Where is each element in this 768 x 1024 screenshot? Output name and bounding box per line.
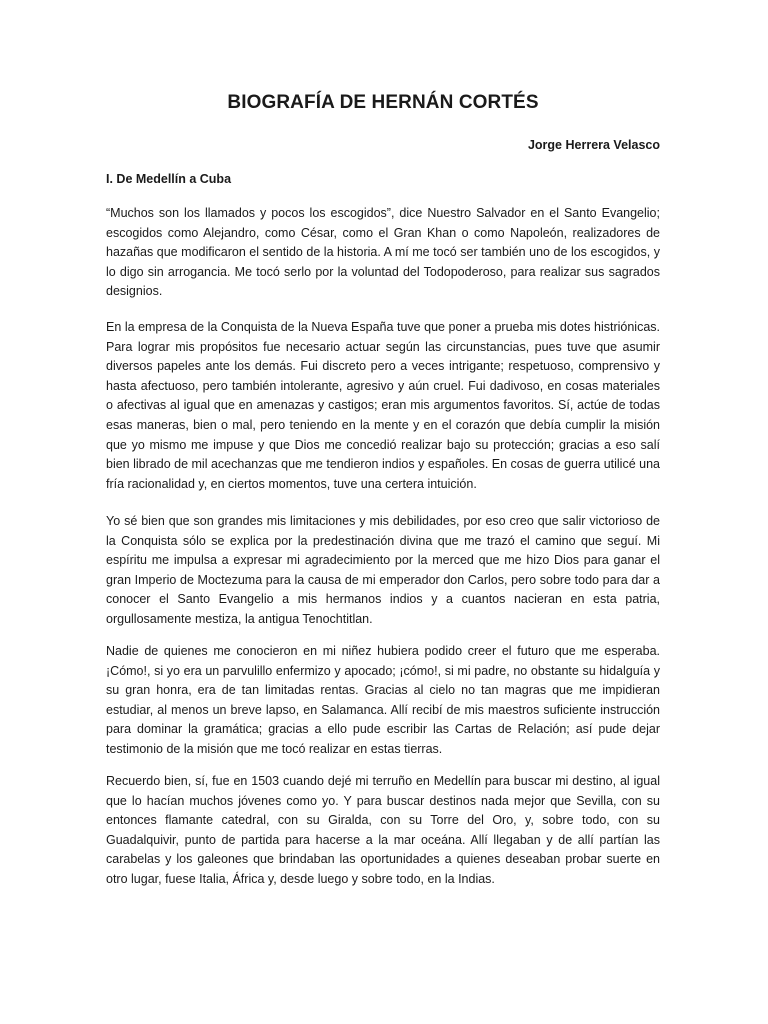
section-heading: I. De Medellín a Cuba xyxy=(106,172,232,186)
document-title: BIOGRAFÍA DE HERNÁN CORTÉS xyxy=(227,92,539,113)
paragraph-3: Yo sé bien que son grandes mis limitaciones y mis debilidades, por eso creo que salir victorioso de la Conquista sólo se explica por la predestinación divina que me trazó el camino que seguí. Mi espíritu me impulsa a expresar mi agradecimiento por la merced que me hizo Dios para ganar el gran Imperio de Moctezuma para la causa de mi emperador don Carlos, pero sobre todo para dar a conocer el Santo Evangelio a mis hermanos indios y a cuantos nacieran en esta patria, orgullosamente mestiza, la antigua Tenochtitlan. xyxy=(106,514,660,626)
paragraph-2: En la empresa de la Conquista de la Nueva España tuve que poner a prueba mis dotes histriónicas. Para lograr mis propósitos fue necesario actuar según las circunstancias, pues tuve que asumir diversos papeles ante los demás. Fui discreto pero a veces intrigante; respetuoso, comprensivo y hasta afectuoso, pero también intolerante, agresivo y aún cruel. Fui dadivoso, en cosas materiales o afectivas al igual que en amenazas y castigos; eran mis argumentos favoritos. Sí, actúe de todas esas maneras, bien o mal, pero teniendo en la mente y en el corazón que debía cumplir la misión que yo mismo me impuse y que Dios me concedió realizar bajo su protección; gracias a eso salí bien librado de mil acechanzas que me tendieron indios y españoles. En cosas de guerra utilicé una fría racionalidad y, en ciertos momentos, tuve una certera intuición. xyxy=(106,320,660,491)
paragraph-4: Nadie de quienes me conocieron en mi niñez hubiera podido creer el futuro que me esperaba. ¡Cómo!, si yo era un parvulillo enfermizo y apocado; ¡cómo!, si mi padre, no obstante su hidalguía y su gran honra, era de tan limitadas rentas. Gracias al cielo no tan magras que me impidieran estudiar, al menos un breve lapso, en Salamanca. Allí recibí de mis maestros suficiente instrucción para dominar la gramática; gracias a ello pude escribir las Cartas de Relación; así pude dejar testimonio de la misión que me tocó realizar en estas tierras. xyxy=(106,644,660,756)
document-page xyxy=(106,0,660,1024)
document-author: Jorge Herrera Velasco xyxy=(527,138,660,152)
paragraph-5: Recuerdo bien, sí, fue en 1503 cuando dejé mi terruño en Medellín para buscar mi destino, al igual que lo hacían muchos jóvenes como yo. Y para buscar destinos nada mejor que Sevilla, con su entonces flamante catedral, con su Giralda, con su Torre del Oro, y, sobre todo, con su Guadalquivir, punto de partida para hacerse a la mar oceána. Allí llegaban y de allí partían las carabelas y los galeones que brindaban las oportunidades a quienes deseaban probar suerte en otro lugar, fuese Italia, África y, desde luego y sobre todo, en la Indias. xyxy=(106,774,660,886)
paragraph-1: “Muchos son los llamados y pocos los escogidos”, dice Nuestro Salvador en el Santo Evangelio; escogidos como Alejandro, como César, como el Gran Khan o como Napoleón, realizadores de hazañas que modificaron el sentido de la historia. A mí me tocó ser también uno de los escogidos, y lo digo sin arrogancia. Me tocó serlo por la voluntad del Todopoderoso, para realizar sus sagrados designios. xyxy=(106,206,660,299)
